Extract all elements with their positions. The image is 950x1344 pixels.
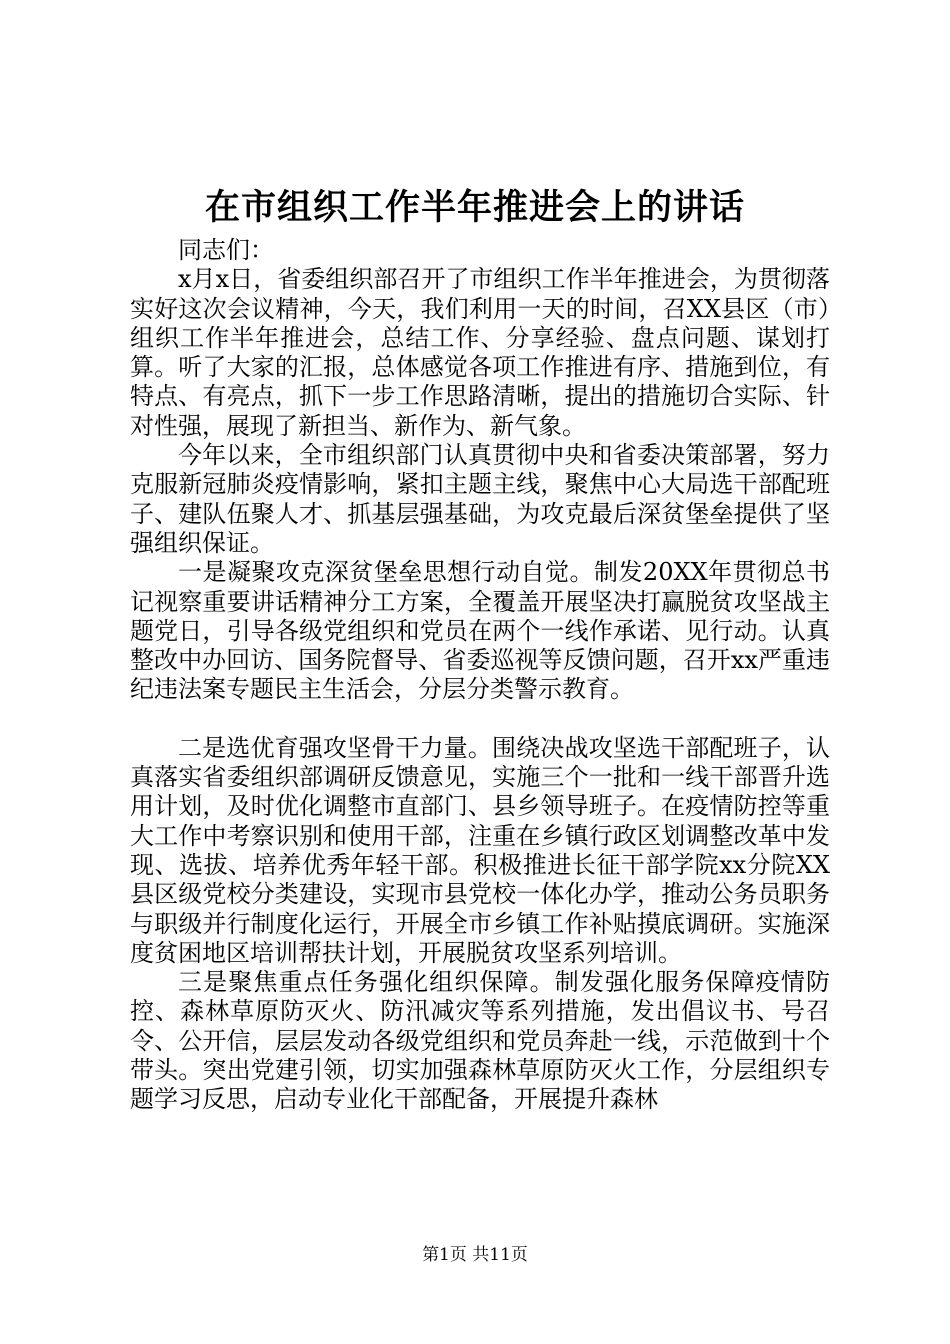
document-title: 在市组织工作半年推进会上的讲话 (204, 187, 745, 228)
document-body (130, 236, 830, 1115)
paragraph-3: 一是凝聚攻克深贫堡垒思想行动自觉。制发20XX年贯彻总书记视察重要讲话精神分工方案，全覆盖开展坚决打赢脱贫攻坚战主题党日，引导各级党组织和党员在两个一线作承诺、见行动。认真整改中办回访、国务院督导、省委巡视等反馈问题，召开xx严重违纪违法案专题民主生活会，分层分类警示教育。 (130, 558, 830, 704)
paragraph-4: 二是选优育强攻坚骨干力量。围绕决战攻坚选干部配班子，认真落实省委组织部调研反馈意见，实施三个一批和一线干部晋升选用计划，及时优化调整市直部门、县乡领导班子。在疫情防控等重大工作中考察识别和使用干部，注重在乡镇行政区划调整改革中发现、选拔、培养优秀年轻干部。积极推进长征干部学院xx分院XX县区级党校分类建设，实现市县党校一体化办学，推动公务员职务与职级并行制度化运行，开展全市乡镇工作补贴摸底调研。实施深度贫困地区培训帮扶计划，开展脱贫攻坚系列培训。 (130, 733, 830, 967)
page-number-footer: 第1页 共11页 (422, 1245, 528, 1265)
salutation: 同志们： (178, 236, 274, 264)
paragraph-5: 三是聚焦重点任务强化组织保障。制发强化服务保障疫情防控、森林草原防灭火、防汛减灾等系列措施，发出倡议书、号召令、公开信，层层发动各级党组织和党员奔赴一线，示范做到十个带头。突出党建引领，切实加强森林草原防灭火工作，分层组织专题学习反思，启动专业化干部配备，开展提升森林 (130, 968, 830, 1114)
paragraph-2: 今年以来，全市组织部门认真贯彻中央和省委决策部署，努力克服新冠肺炎疫情影响，紧扣主题主线，聚焦中心大局选干部配班子、建队伍聚人才、抓基层强基础，为攻克最后深贫堡垒提供了坚强组织保证。 (130, 441, 830, 557)
paragraph-1: x月x日，省委组织部召开了市组织工作半年推进会，为贯彻落实好这次会议精神，今天，我们利用一天的时间，召XX县区（市）组织工作半年推进会，总结工作、分享经验、盘点问题、谋划打算。听了大家的汇报，总体感觉各项工作推进有序、措施到位，有特点、有亮点，抓下一步工作思路清晰，提出的措施切合实际、针对性强，展现了新担当、新作为、新气象。 (130, 265, 830, 440)
